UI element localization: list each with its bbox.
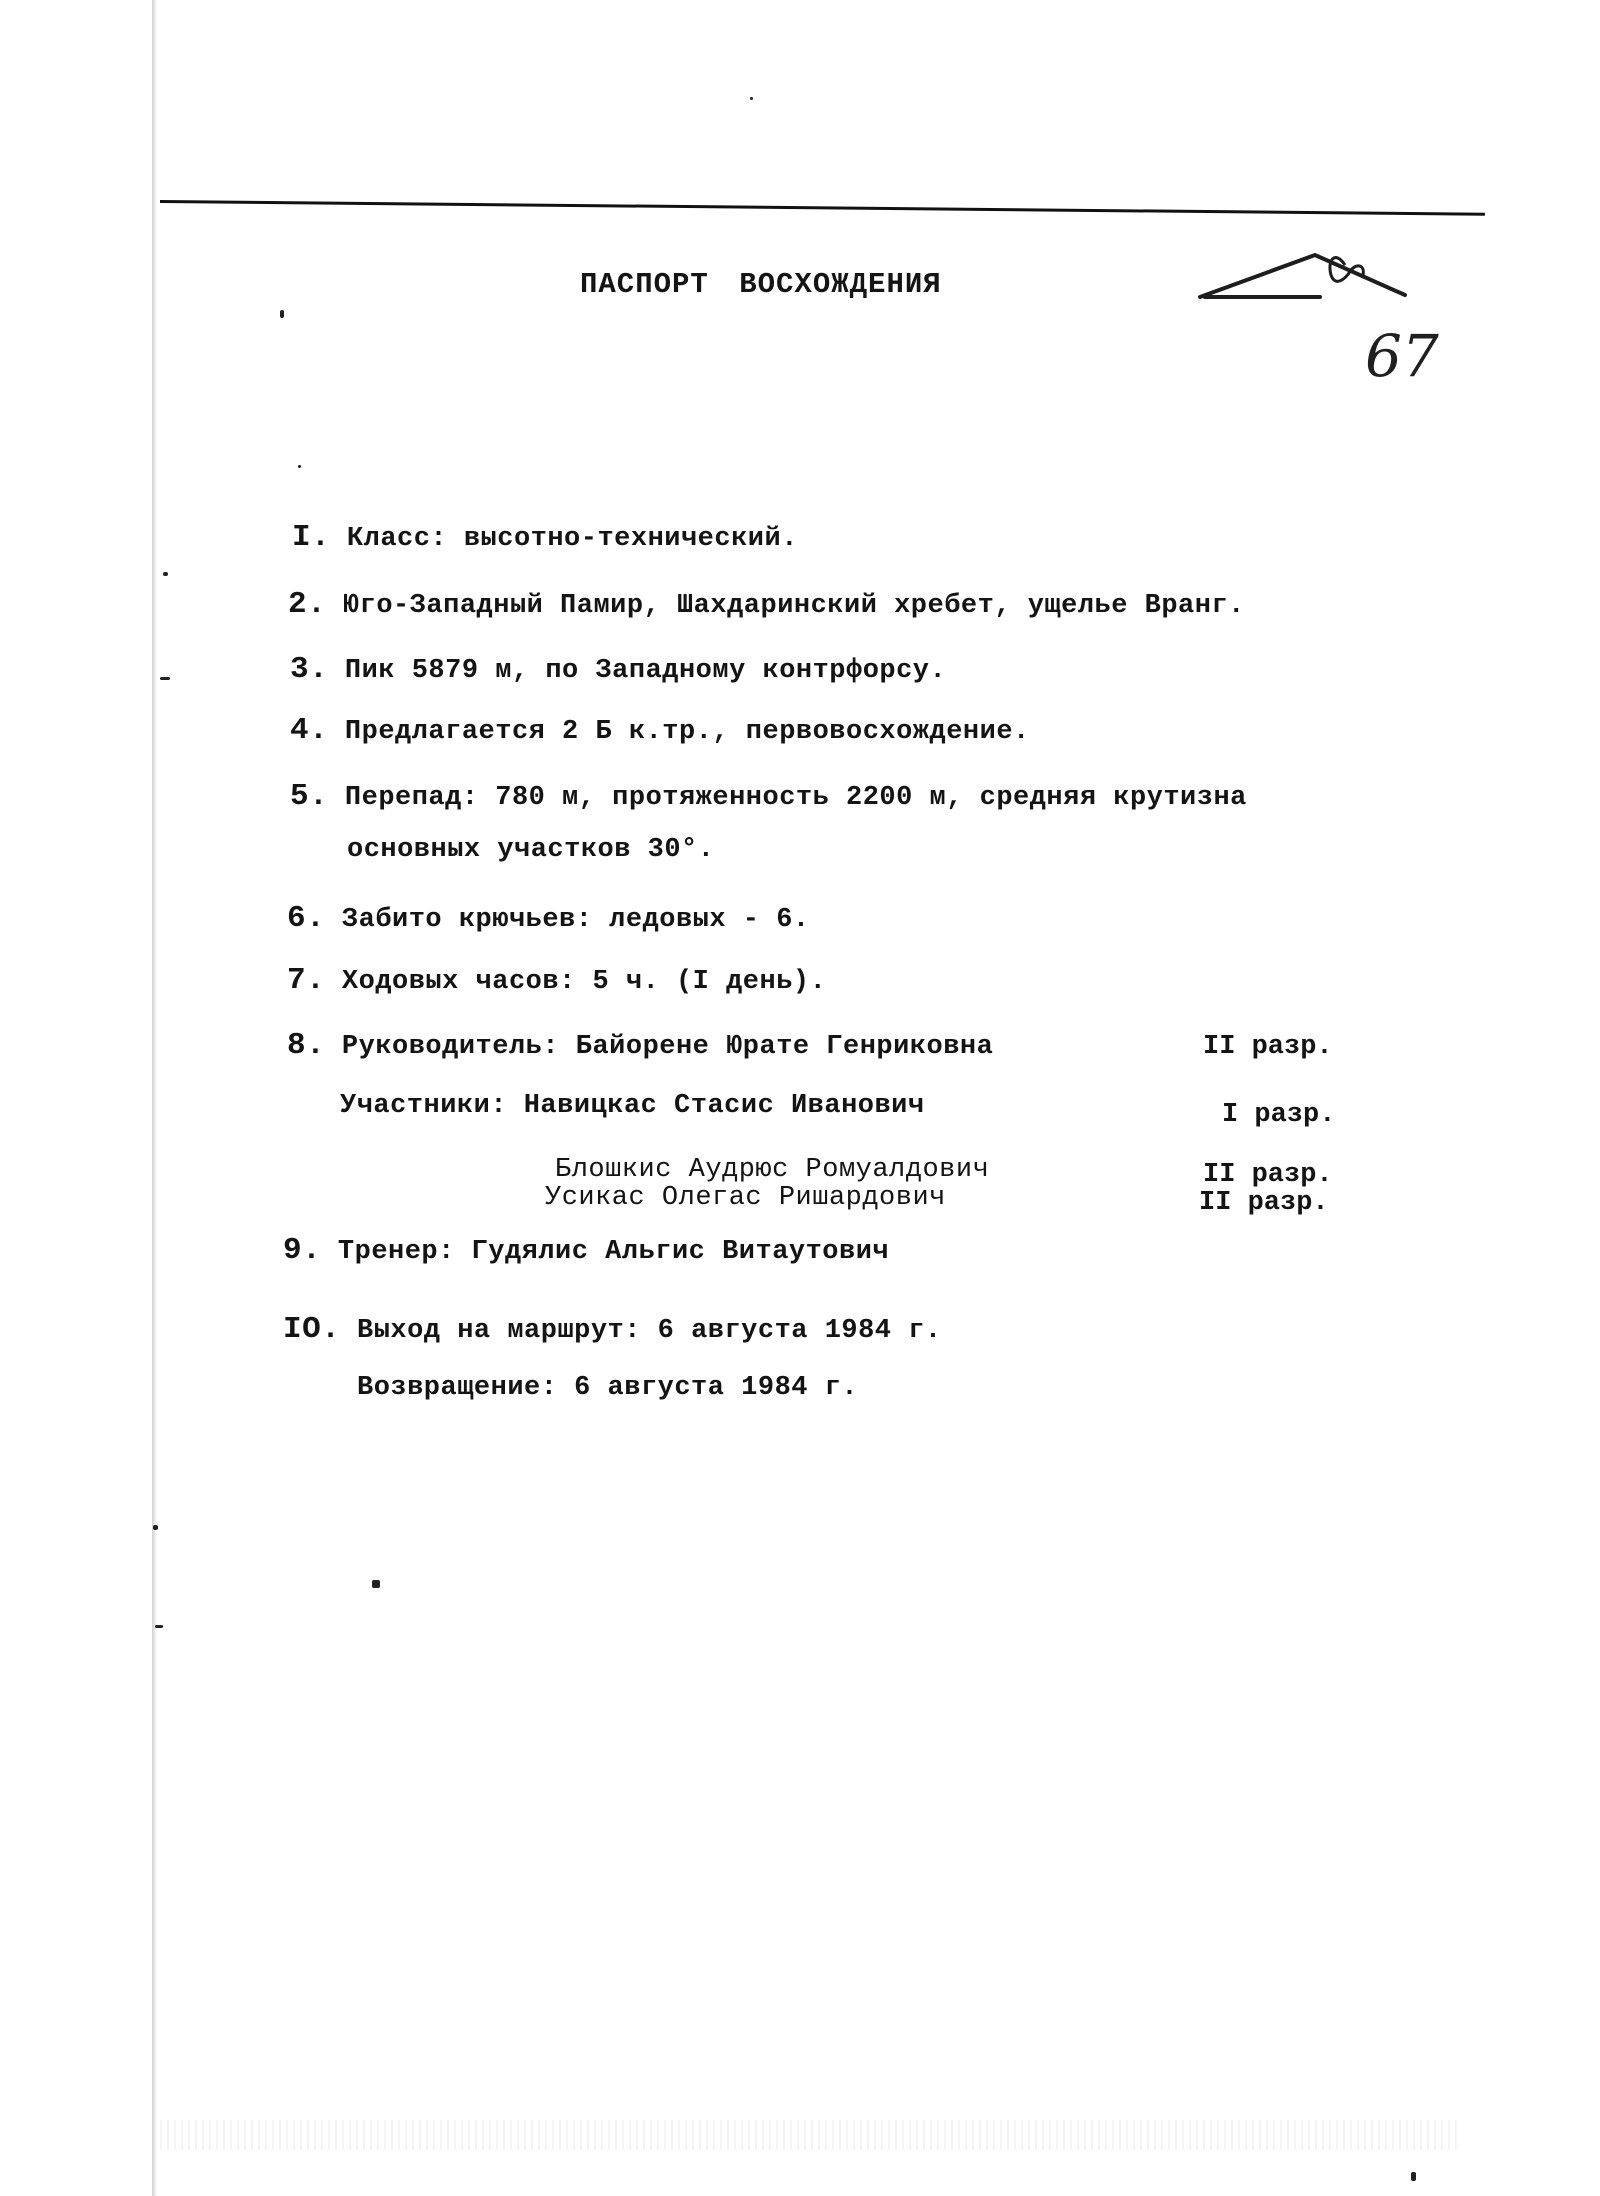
item-8-participant-3: Усикас Олегас Ришардович	[545, 1183, 946, 1213]
rank-participant-1: I разр.	[1222, 1100, 1336, 1130]
document-title: ПАСПОРТ ВОСХОЖДЕНИЯ	[580, 268, 942, 301]
scan-speck	[280, 310, 284, 318]
page-number: 67	[1365, 322, 1439, 390]
item-8-participant-2: Блошкис Аудрюс Ромуалдович	[555, 1155, 990, 1185]
scan-speck	[1411, 2172, 1416, 2181]
item-5: 5. Перепад: 780 м, протяженность 2200 м, средняя крутизна	[290, 779, 1247, 814]
rank-participant-3: II разр.	[1199, 1188, 1329, 1218]
scan-speck	[163, 572, 168, 576]
item-10-return: Возвращение: 6 августа 1984 г.	[357, 1373, 859, 1403]
item-5-continued: основных участков 30°.	[347, 835, 715, 865]
item-4: 4. Предлагается 2 Б к.тр., первовосхождение.	[290, 713, 1030, 748]
item-9: 9. Тренер: Гудялис Альгис Витаутович	[283, 1233, 890, 1268]
item-3: 3. Пик 5879 м, по Западному контрфорсу.	[290, 652, 947, 687]
rank-leader: II разр.	[1203, 1032, 1333, 1062]
page-edge	[152, 0, 156, 2196]
item-6: 6. Забито крючьев: ледовых - 6.	[287, 901, 810, 936]
item-10-departure: IO. Выход на маршрут: 6 августа 1984 г.	[283, 1312, 942, 1347]
scan-speck	[298, 465, 301, 468]
item-2: 2. Юго-Западный Памир, Шахдаринский хребет, ущелье Вранг.	[288, 587, 1245, 622]
scan-speck	[153, 1525, 158, 1530]
signature-mark	[1195, 225, 1425, 310]
scan-speck	[750, 97, 753, 100]
header-rule	[160, 200, 1485, 216]
scan-speck	[160, 677, 170, 680]
item-7: 7. Ходовых часов: 5 ч. (I день).	[287, 963, 827, 998]
scan-speck	[155, 1625, 163, 1628]
item-8-participant-1: Участники: Навицкас Стасис Иванович	[340, 1091, 925, 1121]
item-8-leader: 8. Руководитель: Байорене Юрате Генриковна	[287, 1028, 994, 1063]
rank-participant-2: II разр.	[1203, 1160, 1333, 1190]
item-1: I. Класс: высотно-технический.	[292, 520, 798, 555]
scan-noise	[160, 2120, 1460, 2150]
scan-speck	[372, 1580, 380, 1588]
